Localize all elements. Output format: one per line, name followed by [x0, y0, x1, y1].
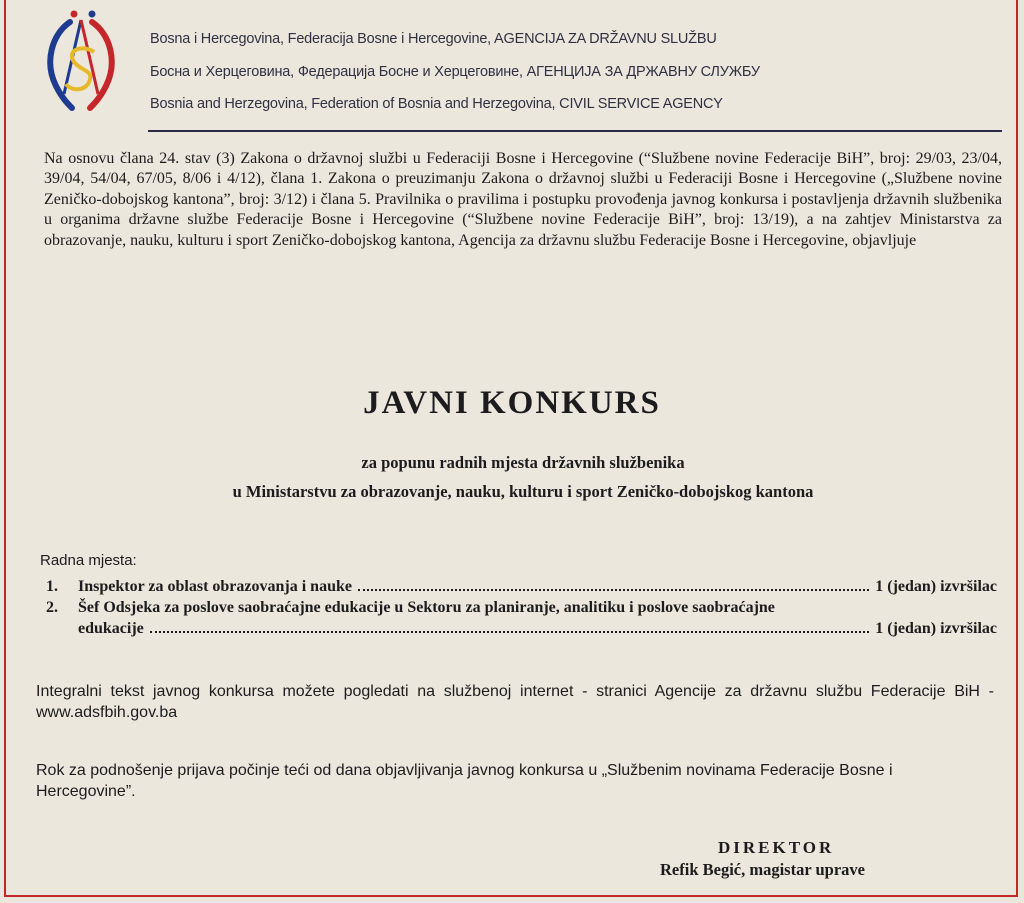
dot-leader — [150, 631, 869, 633]
signature-title: DIREKTOR — [718, 838, 835, 857]
position-line — [78, 618, 997, 639]
header-line-bosnian: Bosna i Hercegovina, Federacija Bosne i Hercegovine, AGENCIJA ZA DRŽAVNU SLUŽBU — [150, 31, 717, 47]
signature-name: Refik Begić, magistar uprave — [660, 860, 866, 879]
position-number: 1. — [46, 578, 58, 595]
logo-dot-left — [71, 11, 78, 18]
position-number: 2. — [46, 599, 58, 616]
page-title: JAVNI KONKURS — [363, 385, 661, 421]
header-line-serbian: Босна и Херцеговина, Федерација Босне и Херцеговине, АГЕНЦИЈА ЗА ДРЖАВНУ СЛУЖБУ — [150, 64, 760, 80]
intro-paragraph: Na osnovu člana 24. stav (3) Zakona o državnoj službi u Federaciji Bosne i Hercegovine (“Službene novine Federacije BiH”, broj: 29/03, 23/04, 39/04, 54/04, 67/05, 8/06 i 4/12), člana 1. Zakona o preuzimanju Zakona o državnoj službi u Federaciji Bosne i Hercegovine („Službene novine Zeničko-dobojskog kantona”, broj: 3/12) i člana 5. Pravilnika o pravilima i postupku provođenja javnog konkursa i postavljenja državnih službenika u organima državne službe Federacije Bosne i Hercegovine (“Službene novine Federacije BiH”, broj: 13/19), a na zahtjev Ministarstva za obrazovanje, nauku, kulturu i sport Zeničko-dobojskog kantona, Agencija za državnu službu Federacije Bosne i Hercegovine, objavljuje — [44, 150, 1002, 249]
subtitle-line-2: u Ministarstvu za obrazovanje, nauku, kulturu i sport Zeničko-dobojskog kantona — [232, 482, 814, 501]
logo-red-arc — [90, 22, 112, 108]
agency-logo — [34, 8, 130, 112]
position-item — [40, 597, 997, 639]
position-item — [40, 576, 997, 597]
subtitle-line-1: za popunu radnih mjesta državnih službenika — [361, 453, 685, 472]
position-name: edukacije — [78, 620, 144, 637]
positions-label: Radna mjesta: — [40, 552, 137, 569]
position-name-line-1: Šef Odsjeka za poslove saobraćajne edukacije u Sektoru za planiranje, analitiku i poslove saobraćajne — [78, 599, 775, 616]
header-line-english: Bosnia and Herzegovina, Federation of Bosnia and Herzegovina, CIVIL SERVICE AGENCY — [150, 96, 723, 112]
integral-text-paragraph: Integralni tekst javnog konkursa možete pogledati na službenoj internet - stranici Agencije za državnu službu Federacije BiH - www.adsfbih.gov.ba — [36, 683, 994, 721]
position-name: Inspektor za oblast obrazovanja i nauke — [78, 578, 352, 595]
dot-leader — [358, 589, 869, 591]
logo-dot-right — [89, 11, 96, 18]
position-count: 1 (jedan) izvršilac — [875, 620, 997, 637]
position-line — [78, 576, 997, 597]
logo-blue-arc — [50, 22, 72, 108]
position-count: 1 (jedan) izvršilac — [875, 578, 997, 595]
positions-list — [40, 576, 997, 639]
header-rule — [148, 130, 1002, 132]
deadline-paragraph: Rok za podnošenje prijava počinje teći od dana objavljivanja javnog konkursa u „Službenim novinama Federacije Bosne i Hercegovine”. — [36, 762, 893, 800]
